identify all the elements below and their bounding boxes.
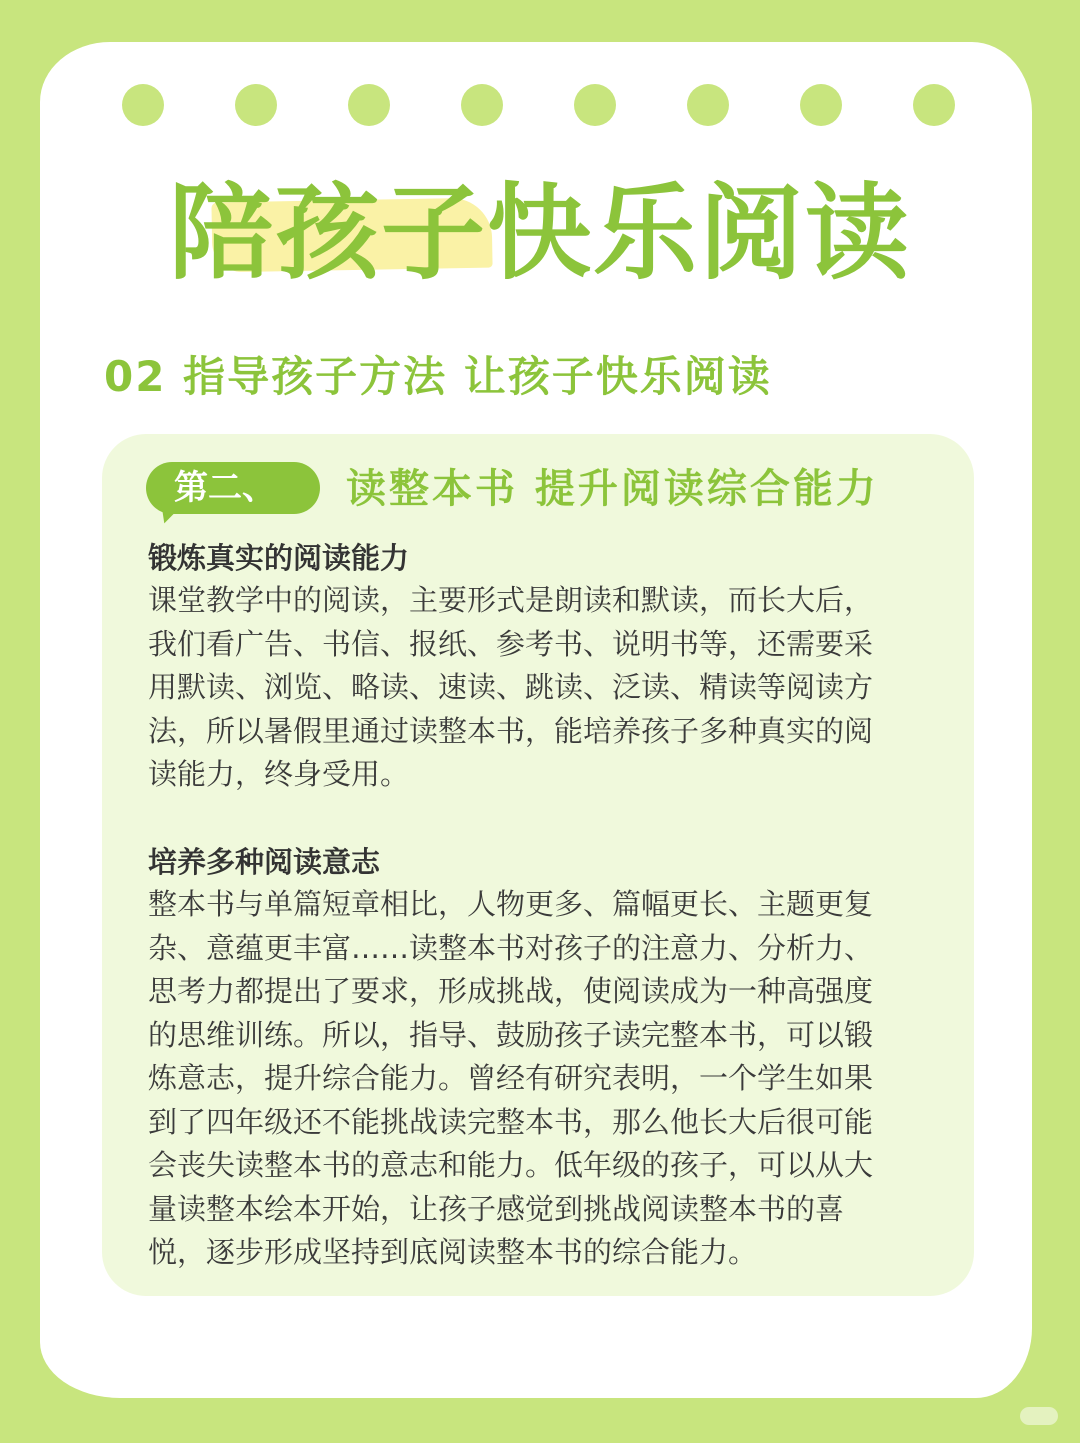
section-heading: 读整本书 提升阅读综合能力 bbox=[346, 466, 879, 512]
body-line: 会丧失读整本书的意志和能力。低年级的孩子，可以从大 bbox=[148, 1148, 874, 1182]
body-line: 法，所以暑假里通过读整本书，能培养孩子多种真实的阅 bbox=[148, 713, 874, 748]
dot-decoration bbox=[461, 84, 503, 126]
body-line: 整本书与单篇短章相比，人物更多、篇幅更长、主题更复 bbox=[148, 887, 874, 921]
section-badge-label: 第二、 bbox=[174, 468, 276, 508]
decorative-dots-row bbox=[122, 84, 962, 128]
body-line: 我们看广告、书信、报纸、参考书、说明书等，还需要采 bbox=[148, 626, 874, 661]
dot-decoration bbox=[348, 84, 390, 126]
dot-decoration bbox=[800, 84, 842, 126]
block-title: 锻炼真实的阅读能力 bbox=[148, 541, 410, 575]
block-body bbox=[148, 579, 938, 797]
body-line: 量读整本绘本开始，让孩子感觉到挑战阅读整本书的喜 bbox=[148, 1191, 845, 1226]
body-line: 的思维训练。所以，指导、鼓励孩子读完整本书，可以锻 bbox=[148, 1017, 874, 1052]
body-line: 用默读、浏览、略读、速读、跳读、泛读、精读等阅读方 bbox=[148, 670, 874, 704]
body-line: 读能力，终身受用。 bbox=[148, 757, 410, 791]
page-title: 陪孩子快乐阅读 bbox=[168, 172, 911, 294]
dot-decoration bbox=[913, 84, 955, 126]
body-line: 悦，逐步形成坚持到底阅读整本书的综合能力。 bbox=[148, 1235, 758, 1269]
block-body bbox=[148, 883, 938, 1275]
page-subtitle: 02 指导孩子方法 让孩子快乐阅读 bbox=[104, 352, 772, 401]
dot-decoration bbox=[687, 84, 729, 126]
body-line: 课堂教学中的阅读，主要形式是朗读和默读，而长大后， bbox=[148, 583, 874, 617]
body-line: 思考力都提出了要求，形成挑战，使阅读成为一种高强度 bbox=[148, 974, 874, 1008]
body-line: 炼意志，提升综合能力。曾经有研究表明，一个学生如果 bbox=[148, 1061, 874, 1095]
dot-decoration bbox=[574, 84, 616, 126]
watermark-badge bbox=[1020, 1407, 1058, 1425]
body-line: 杂、意蕴更丰富……读整本书对孩子的注意力、分析力、 bbox=[148, 930, 874, 965]
dot-decoration bbox=[122, 84, 164, 126]
dot-decoration bbox=[235, 84, 277, 126]
body-line: 到了四年级还不能挑战读完整本书，那么他长大后很可能 bbox=[148, 1104, 874, 1139]
block-title: 培养多种阅读意志 bbox=[148, 845, 381, 879]
